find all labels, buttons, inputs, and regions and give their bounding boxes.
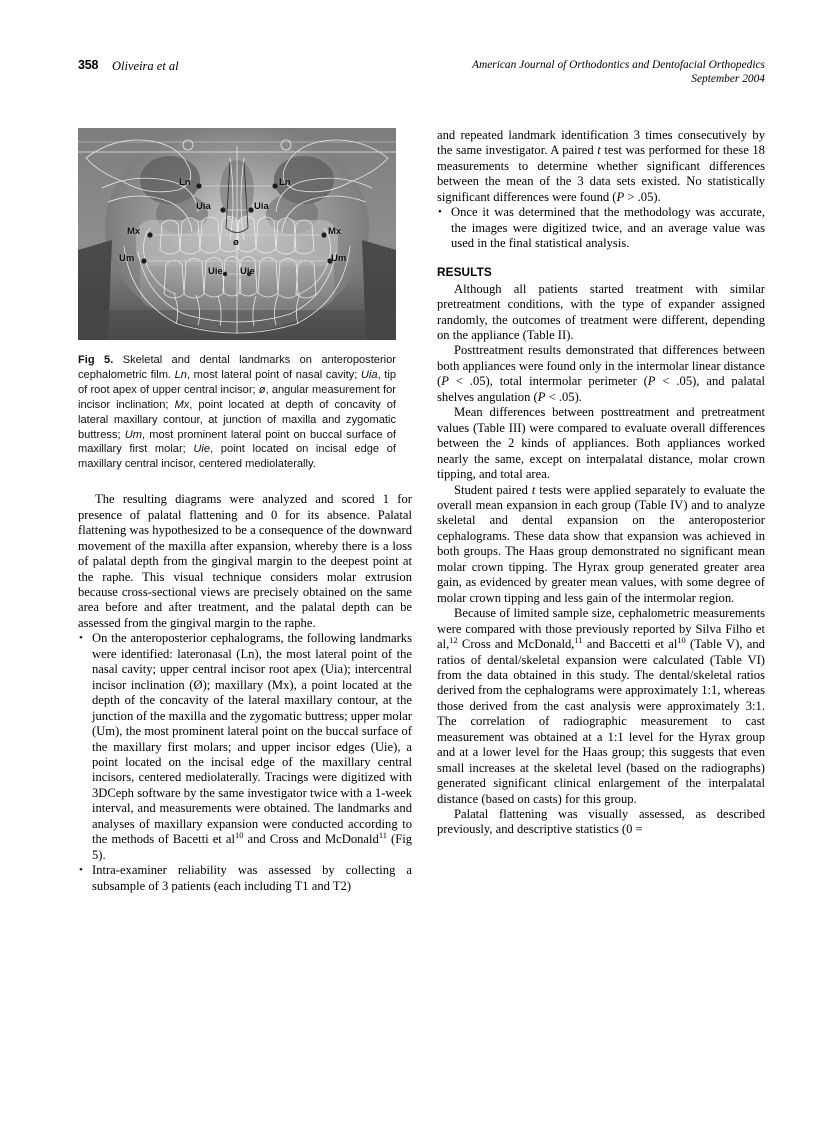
running-title-authors: Oliveira et al xyxy=(112,59,179,73)
figure-caption xyxy=(78,353,396,472)
bullet-landmarks-text-b: and Cross and McDonald xyxy=(243,832,379,847)
figure-number: Fig 5. xyxy=(78,354,114,366)
continuation-text-a: and repeated landmark identification 3 times consecutively by the same investigator. A paired xyxy=(437,128,765,158)
landmark-label-ln-right: Ln xyxy=(279,177,291,188)
landmark-label-uie-left: Uie xyxy=(208,266,223,277)
caption-segment-10: , most prominent lateral point on buccal surface of maxillary first molar; xyxy=(78,428,396,456)
journal-info xyxy=(472,58,765,87)
section-heading-results: RESULTS xyxy=(437,264,492,279)
student-text-a: Student paired xyxy=(454,482,532,497)
posttreatment-text-c: < .05), and palatal shelves angulation ( xyxy=(437,374,765,404)
landmark-label-um-right: Um xyxy=(331,253,347,264)
posttreatment-text-d: < .05). xyxy=(545,389,582,404)
paragraph-pretreatment-conditions: Although all patients started treatment with similar pretreatment conditions, with the type of expander assigned randomly, the outcomes of treatment were different, depending on the appliance (Table II). xyxy=(437,281,765,342)
italic-p-1: P xyxy=(616,189,625,204)
caption-segment-11: Uie xyxy=(193,443,211,456)
bullet-landmarks-text-c: (Fig 5). xyxy=(92,832,413,862)
left-column-body xyxy=(78,492,412,894)
landmark-label-uia-left: Uia xyxy=(196,201,211,212)
figure-caption-text xyxy=(78,354,396,470)
caption-segment-0: Skeletal and dental landmarks on anteroposterior cephalometric film. xyxy=(78,354,396,381)
continuation-text-b: test was performed for these 18 measurements to determine whether significant differences between the mean of the 3 data sets existed. No statistically significant differences were found ( xyxy=(437,143,765,204)
sample-text-c: and Baccetti et al xyxy=(582,637,678,652)
caption-segment-3: Uia xyxy=(360,368,378,381)
caption-segment-8: , point located at depth of concavity of lateral maxillary contour, at junction of maxilla and zygomatic buttress; xyxy=(78,398,397,441)
posttreatment-text-b: < .05), total intermolar perimeter ( xyxy=(448,374,648,389)
paragraph-student-paired-tests xyxy=(437,483,765,607)
figure-5 xyxy=(78,128,396,472)
italic-p-4: P xyxy=(537,389,546,404)
citation-ref-10: 10 xyxy=(235,831,244,841)
italic-t-2: t xyxy=(531,482,536,497)
right-column xyxy=(437,128,765,838)
italic-p-3: P xyxy=(647,374,656,389)
sample-text-d: (Table V), and ratios of dental/skeletal expansion were calculated (Table VI) from the data obtained in this study. The dental/skeletal ratios derived from the cephalograms were approximately 1:1, whereas those derived from the cast analysis were approximately 3:1. The correlation of radiographic measurement to cast measurement was obtained at a 1:1 level for the Hyrax group and at a lower level for the Haas group; this suggests that even small increases at the skeletal level (based on the radiographs) generated significant clinical enlargement of the interpalatal distance (based on casts) for this group. xyxy=(437,637,765,806)
landmark-label-um-left: Um xyxy=(119,253,135,264)
caption-segment-12: , point located on incisal edge of maxillary central incisor, centered mediolaterally. xyxy=(78,443,396,471)
left-column xyxy=(78,128,412,894)
running-head xyxy=(78,58,765,98)
continuation-text-c: > .05). xyxy=(624,189,661,204)
caption-segment-1: Ln xyxy=(174,368,187,381)
landmark-label-uia-right: Uia xyxy=(254,201,269,212)
paragraph-resulting-diagrams: The resulting diagrams were analyzed and scored 1 for presence of palatal flattening and 0 for its absence. Palatal flattening was hypothesized to be a consequence of the downward movement of the maxilla after expansion, whereby there is a loss of palatal depth from the gingival margin to the deepest point at the raphe. This visual technique considers molar extrusion because cross-sectional views are precisely obtained on the same area before and after treatment, and the palatal depth can be assessed from the gingival margin to the raphe. xyxy=(78,492,412,630)
student-text-b: tests were applied separately to evaluate the overall mean expansion in each group (Table IV) and to analyze skeletal and dental expansion on the anteroposterior cephalograms. These data show that expansion was achieved in both groups. The Haas group demonstrated no significant mean molar crown tipping. The Hyrax group generated greater area gain, as evidenced by greater mean values, with some degree of molar crown tipping and less gain of the intermolar region. xyxy=(437,482,765,605)
caption-segment-5: ø xyxy=(258,383,266,396)
citation-ref-11b: 11 xyxy=(574,635,583,645)
caption-segment-7: Mx xyxy=(174,398,190,411)
bullet-intra-examiner-reliability: • Intra-examiner reliability was assessed by collecting a subsample of 3 patients (each including T1 and T2) xyxy=(78,863,412,894)
bullet-landmarks-text-a: On the anteroposterior cephalograms, the following landmarks were identified: lateronasal (Ln), the most lateral point of the nasal cavity; upper central incisor root apex (Uia); intercentral incisor inclination (Ø); maxillary (Mx), a point located at the depth of the concavity of the lateral maxillary contour, at the junction of the maxilla and the zygomatic buttress; upper molar (Um), the most prominent lateral point on the buccal surface of the maxillary first molars; and upper incisor edges (Uie), a point located on the incisal edge of the maxillary central incisors, centered mediolaterally. Tracings were digitized with 3DCeph software by the same investigator twice with a 1-week interval, and measurements were obtained. The landmarks and analyses of maxillary expansion were conducted according to the methods of Bacetti et al xyxy=(92,631,413,847)
landmark-label-angle: ø xyxy=(233,237,239,248)
citation-ref-10b: 10 xyxy=(677,635,686,645)
caption-segment-6: , angular measurement for incisor inclination; xyxy=(78,383,397,411)
caption-segment-9: Um xyxy=(124,428,142,441)
caption-segment-2: , most lateral point of nasal cavity; xyxy=(186,368,361,381)
landmark-label-mx-left: Mx xyxy=(127,226,141,237)
paragraph-limited-sample-size xyxy=(437,606,765,807)
citation-ref-11: 11 xyxy=(378,831,387,841)
bullet-landmarks-identified xyxy=(78,631,412,863)
journal-name: American Journal of Orthodontics and Dentofacial Orthopedics xyxy=(472,59,765,71)
paragraph-palatal-flattening: Palatal flattening was visually assessed, as described previously, and descriptive statistics (0 = xyxy=(437,807,765,837)
sample-text-a: Because of limited sample size, cephalometric measurements were compared with those previously reported by Silva Filho et al, xyxy=(437,606,765,652)
paragraph-mean-differences: Mean differences between posttreatment and pretreatment values (Table III) were compared to evaluate overall differences between the 2 kinds of appliances. Both appliances worked nearly the same, except on interpalatal distance, molar crown tipping, and total area. xyxy=(437,405,765,482)
landmark-label-mx-right: Mx xyxy=(328,226,342,237)
bullet-methodology-accurate: • Once it was determined that the methodology was accurate, the images were digitized twice, and an average value was used in the final statistical analysis. xyxy=(437,205,765,251)
caption-segment-4: , tip of root apex of upper central incisor; xyxy=(78,368,396,396)
journal-issue-date: September 2004 xyxy=(691,73,765,86)
italic-t-1: t xyxy=(597,143,601,158)
citation-ref-12: 12 xyxy=(449,635,458,645)
landmark-label-uie-right: Uie xyxy=(240,266,255,277)
paragraph-posttreatment-results xyxy=(437,343,765,405)
paragraph-continuation xyxy=(437,128,765,205)
italic-p-2: P xyxy=(441,374,449,389)
sample-text-b: Cross and McDonald, xyxy=(457,637,575,652)
page-number: 358 xyxy=(78,58,99,72)
radiograph-graphic xyxy=(78,128,396,340)
posttreatment-text-a: Posttreatment results demonstrated that differences between both appliances were found only in the intermolar linear distance ( xyxy=(437,343,765,389)
cephalometric-radiograph-image xyxy=(78,128,396,340)
landmark-label-ln-left: Ln xyxy=(179,177,191,188)
